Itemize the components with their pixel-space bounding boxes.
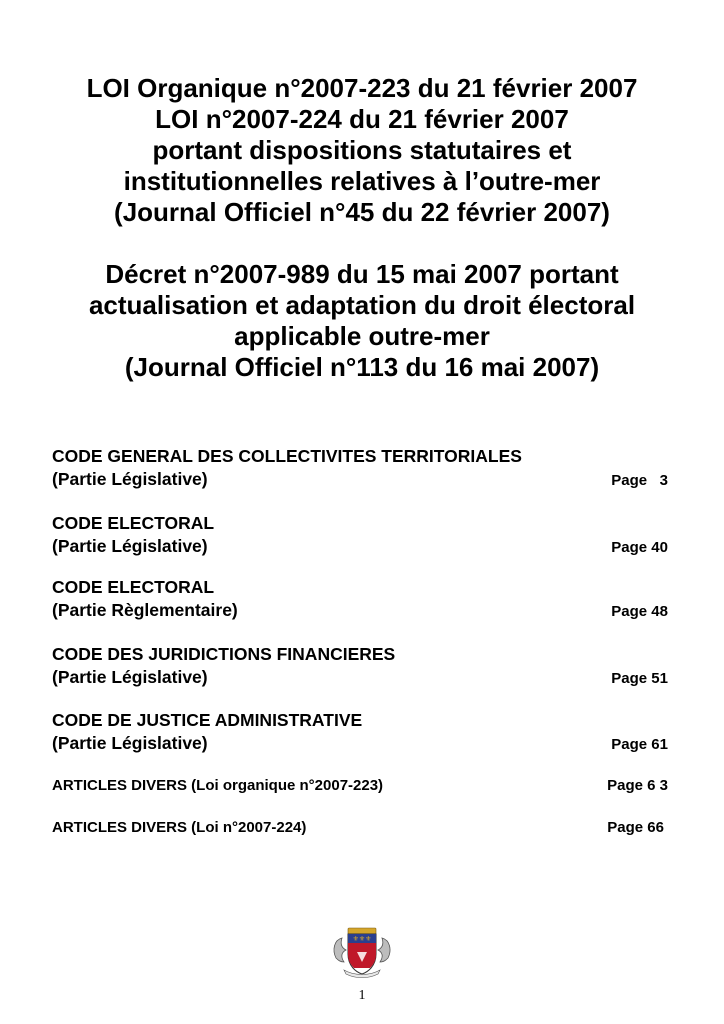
svg-text:⚜⚜⚜: ⚜⚜⚜ (352, 935, 372, 943)
header-line: LOI n°2007-224 du 21 février 2007 (155, 104, 569, 134)
header-line: LOI Organique n°2007-223 du 21 février 2007 (86, 73, 638, 103)
toc-entry-subtitle: (Partie Législative) (52, 733, 208, 753)
decree-line: actualisation et adaptation du droit électoral (88, 290, 636, 320)
toc-entry-title: ARTICLES DIVERS (Loi organique n°2007-223) (52, 777, 384, 794)
coat-of-arms-icon (330, 924, 394, 980)
toc-entry-page: Page 61 (611, 736, 668, 753)
header-line: institutionnelles relatives à l’outre-mer (123, 166, 601, 196)
toc-entry (52, 445, 668, 491)
header-line: portant dispositions statutaires et (152, 135, 572, 165)
decree-line: (Journal Officiel n°113 du 16 mai 2007) (124, 352, 600, 382)
toc-entry-subtitle: (Partie Législative) (52, 667, 208, 687)
toc-entry-subtitle: (Partie Législative) (52, 536, 208, 556)
toc-entry-title: CODE DE JUSTICE ADMINISTRATIVE (52, 710, 363, 730)
toc-entry-page: Page 66 (607, 819, 664, 836)
decree-line: applicable outre-mer (234, 321, 490, 351)
document-header (0, 73, 724, 228)
toc-entry (52, 709, 668, 755)
toc-entry-title: CODE ELECTORAL (52, 577, 215, 597)
toc-entry-subtitle: (Partie Règlementaire) (52, 600, 238, 620)
toc-entry-page: Page 48 (611, 603, 668, 620)
toc-entry-title: CODE GENERAL DES COLLECTIVITES TERRITORIALES (52, 446, 522, 466)
toc-entry-subtitle: (Partie Législative) (52, 469, 208, 489)
toc-entry (52, 776, 668, 796)
toc-entry-page: Page 51 (611, 670, 668, 687)
toc-entry-page: Page 6 3 (607, 777, 668, 794)
toc-entry-page: Page 40 (611, 539, 668, 556)
toc-entry-title: CODE ELECTORAL (52, 513, 215, 533)
toc-entry-title: ARTICLES DIVERS (Loi n°2007-224) (52, 819, 307, 836)
toc-entry-page: Page 3 (611, 472, 668, 489)
toc-entry-title: CODE DES JURIDICTIONS FINANCIERES (52, 644, 396, 664)
toc-entry (52, 576, 668, 622)
decree-line: Décret n°2007-989 du 15 mai 2007 portant (105, 259, 619, 289)
toc-entry (52, 643, 668, 689)
page-number: 1 (358, 988, 366, 1003)
toc-entry (52, 512, 668, 558)
header-line: (Journal Officiel n°45 du 22 février 2007) (114, 197, 610, 227)
decree-header (0, 259, 724, 383)
toc-entry (52, 818, 664, 838)
